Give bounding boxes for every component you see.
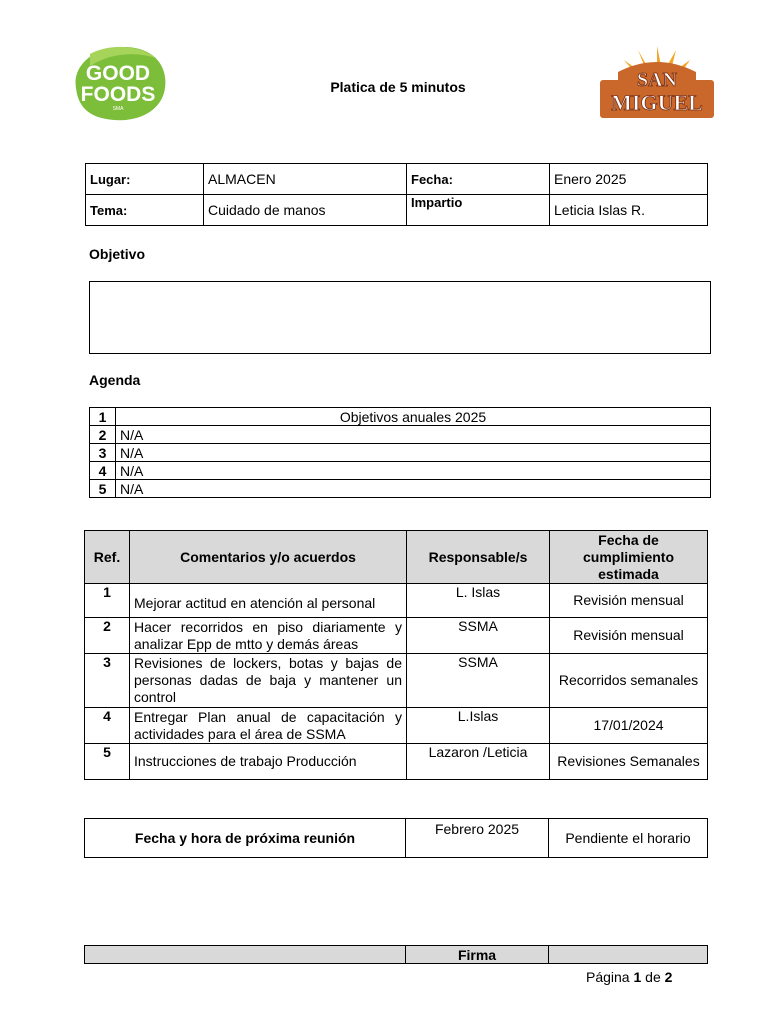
agenda-num: 2 <box>90 426 116 444</box>
row-ref: 1 <box>85 584 130 618</box>
header-ref: Ref. <box>85 531 130 584</box>
impartio-value: Leticia Islas R. <box>550 195 708 226</box>
objetivo-heading: Objetivo <box>89 246 146 262</box>
signature-blank-right <box>549 946 708 964</box>
row-fecha: Recorridos semanales <box>550 654 708 708</box>
next-meeting-date: Febrero 2025 <box>406 819 549 858</box>
agenda-row <box>90 444 711 462</box>
row-responsable: Lazaron /Leticia <box>407 744 550 780</box>
fecha-label: Fecha: <box>407 164 550 195</box>
comments-header-row <box>85 531 708 584</box>
row-comentario: Hacer recorridos en piso diariamente y analizar Epp de mtto y demás áreas <box>130 618 407 654</box>
row-comentario: Mejorar actitud en atención al personal <box>130 584 407 618</box>
agenda-table <box>89 407 711 498</box>
agenda-text: N/A <box>116 444 711 462</box>
row-fecha: 17/01/2024 <box>550 708 708 744</box>
comments-table <box>84 530 708 780</box>
info-table <box>85 163 708 226</box>
table-row <box>85 584 708 618</box>
table-row <box>85 654 708 708</box>
agenda-text: Objetivos anuales 2025 <box>116 408 711 426</box>
row-responsable: SSMA <box>407 618 550 654</box>
agenda-text: N/A <box>116 480 711 498</box>
row-fecha: Revisiones Semanales <box>550 744 708 780</box>
row-comentario: Entregar Plan anual de capacitación y actividades para el área de SSMA <box>130 708 407 744</box>
row-ref: 3 <box>85 654 130 708</box>
next-meeting-time: Pendiente el horario <box>549 819 708 858</box>
page-current: 1 <box>633 969 642 985</box>
row-fecha: Revisión mensual <box>550 618 708 654</box>
row-ref: 5 <box>85 744 130 780</box>
lugar-value: ALMACEN <box>204 164 407 195</box>
fecha-value: Enero 2025 <box>550 164 708 195</box>
table-row <box>85 744 708 780</box>
san-miguel-line1: SAN <box>636 69 678 91</box>
table-row <box>85 708 708 744</box>
row-responsable: L.Islas <box>407 708 550 744</box>
good-foods-line1: GOOD <box>85 62 151 85</box>
good-foods-line3: SMA <box>112 106 124 112</box>
row-responsable: L. Islas <box>407 584 550 618</box>
signature-label: Firma <box>406 946 549 964</box>
page-total: 2 <box>664 969 673 985</box>
header-comentarios: Comentarios y/o acuerdos <box>130 531 407 584</box>
page-word: Página <box>586 969 630 985</box>
agenda-heading: Agenda <box>89 372 141 388</box>
agenda-num: 5 <box>90 480 116 498</box>
row-comentario: Instrucciones de trabajo Producción <box>130 744 407 780</box>
agenda-num: 1 <box>90 408 116 426</box>
signature-table <box>84 945 708 964</box>
agenda-row <box>90 426 711 444</box>
agenda-text: N/A <box>116 426 711 444</box>
row-fecha: Revisión mensual <box>550 584 708 618</box>
good-foods-line2: FOODS <box>80 83 156 106</box>
signature-blank-left <box>85 946 406 964</box>
objetivo-box <box>89 281 711 354</box>
row-ref: 2 <box>85 618 130 654</box>
table-row <box>85 618 708 654</box>
tema-value: Cuidado de manos <box>204 195 407 226</box>
agenda-row <box>90 480 711 498</box>
agenda-num: 3 <box>90 444 116 462</box>
san-miguel-line2: MIGUEL <box>611 90 703 115</box>
agenda-row <box>90 408 711 426</box>
agenda-num: 4 <box>90 462 116 480</box>
agenda-text: N/A <box>116 462 711 480</box>
row-responsable: SSMA <box>407 654 550 708</box>
page-number <box>586 969 672 985</box>
lugar-label: Lugar: <box>86 164 204 195</box>
header-fecha: Fecha de cumplimiento estimada <box>550 531 708 584</box>
page-of-word: de <box>645 969 661 985</box>
row-comentario: Revisiones de lockers, botas y bajas de personas dadas de baja y mantener un control <box>130 654 407 708</box>
next-meeting-table <box>84 818 708 858</box>
next-meeting-label: Fecha y hora de próxima reunión <box>85 819 406 858</box>
tema-label: Tema: <box>86 195 204 226</box>
agenda-row <box>90 462 711 480</box>
document-title: Platica de 5 minutos <box>330 79 466 95</box>
row-ref: 4 <box>85 708 130 744</box>
impartio-label: Impartio <box>407 195 550 226</box>
header-responsable: Responsable/s <box>407 531 550 584</box>
